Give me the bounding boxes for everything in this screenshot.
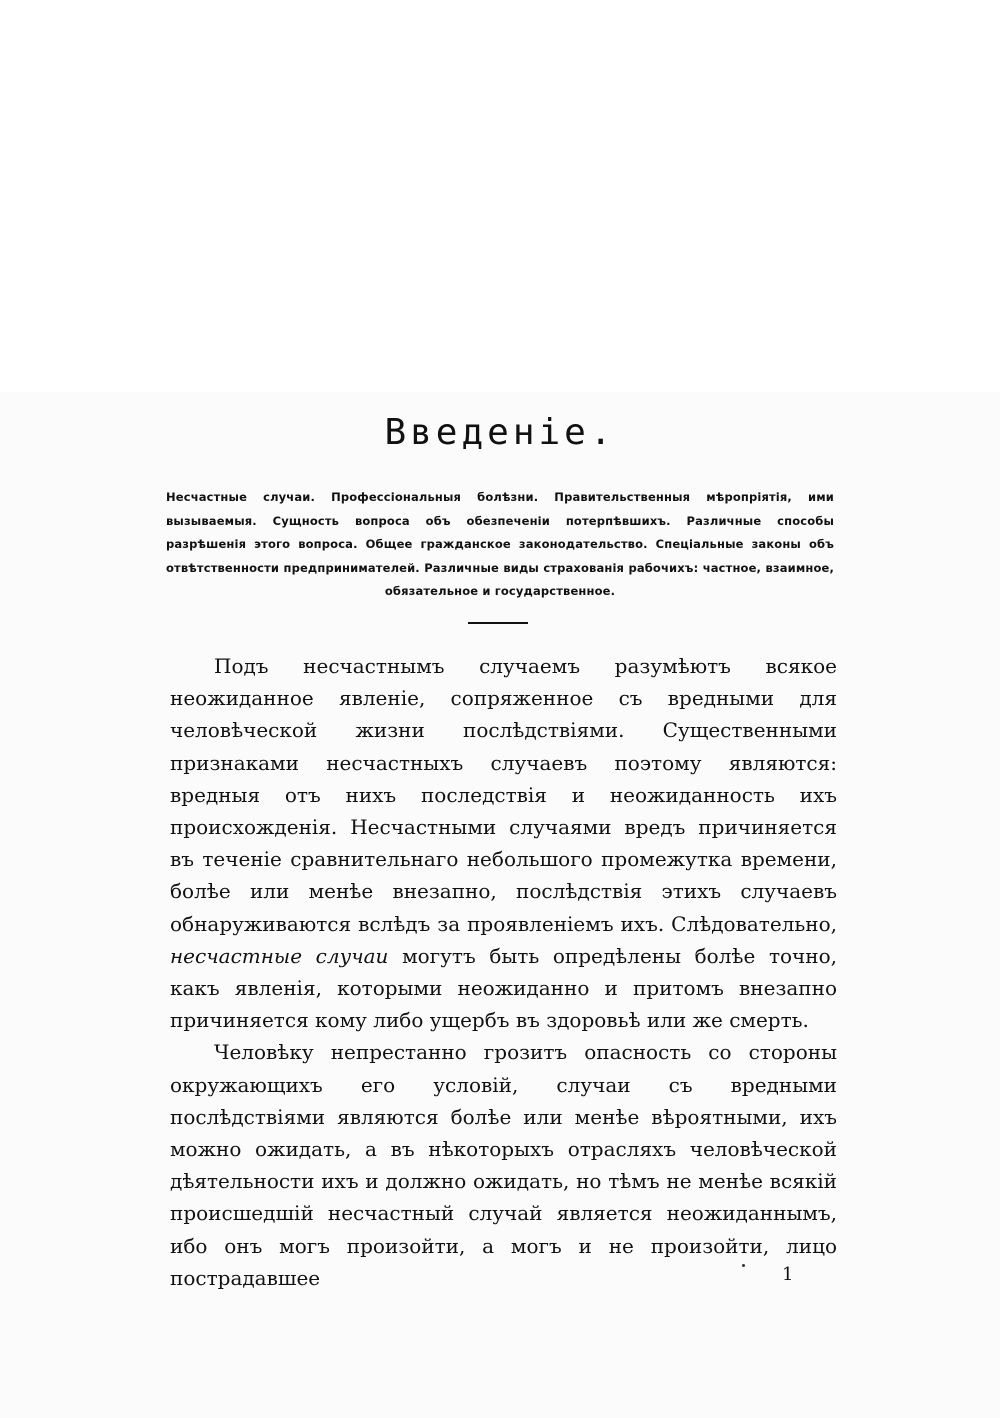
paragraph-1	[170, 650, 837, 1036]
body-text	[170, 650, 837, 1294]
paragraph-1-end: могутъ быть опредѣлены болѣе точно, какъ явленія, которыми неожиданно и притомъ внезапно причиняется кому либо ущербъ въ здоровьѣ или же смерть.	[170, 943, 838, 1033]
paragraph-1-start: Подъ несчастнымъ случаемъ разумѣютъ всякое неожиданное явленіе, сопряженное съ вредными для человѣческой жизни послѣдствіями. Существенными признаками несчастныхъ случаевъ поэтому являются: вредныя отъ нихъ последствія и неожиданность ихъ происхожденія. Несчастными случаями вредъ причиняется въ теченіе сравнительнаго небольшого промежутка времени, болѣе или менѣе внезапно, послѣдствія этихъ случаевъ обнаруживаются вслѣдъ за проявленіемъ ихъ. Слѣдовательно,	[170, 654, 837, 936]
paragraph-2: Человѣку непрестанно грозитъ опасность со стороны окружающихъ его условій, случаи съ вредными послѣдствіями являются болѣе или менѣе вѣроятными, ихъ можно ожидать, а въ нѣкоторыхъ отрасляхъ человѣческой дѣятельности ихъ и должно ожидать, но тѣмъ не менѣе всякій происшедшій несчастный случай является неожиданнымъ, ибо онъ могъ произойти, а могъ и не произойти, лицо пострадавшее	[170, 1040, 837, 1290]
section-divider	[468, 622, 528, 624]
chapter-summary: Несчастные случаи. Профессіональныя болѣзни. Правительственныя мѣропріятія, ими вызываемыя. Сущность вопроса объ обезпеченіи потерпѣвшихъ. Различные способы разрѣшенія этого вопроса. Общее гражданское законодательство. Спеціальные законы объ отвѣтственности предпринимателей. Различные виды страхованія рабочихъ: частное, взаимное, обязательное и государственное.	[166, 490, 834, 598]
chapter-title: Введеніе.	[384, 412, 616, 453]
page-number: 1	[782, 1264, 794, 1285]
print-speck	[742, 1264, 745, 1267]
paragraph-1-emphasis: несчастные случаи	[170, 943, 389, 968]
